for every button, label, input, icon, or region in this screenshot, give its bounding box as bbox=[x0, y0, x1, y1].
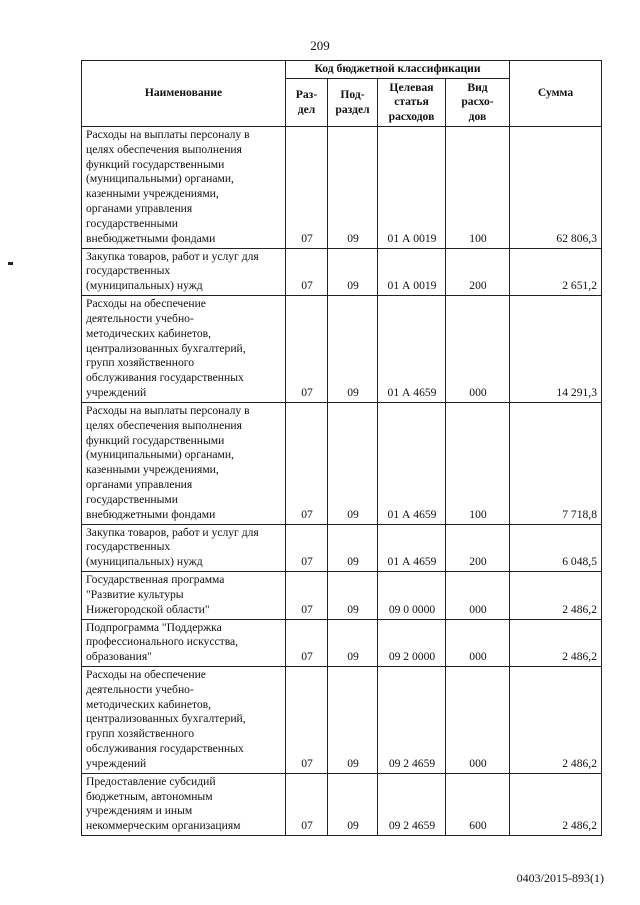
row-target: 09 0 0000 bbox=[378, 572, 446, 619]
row-section: 07 bbox=[286, 248, 328, 295]
row-sum: 6 048,5 bbox=[510, 524, 602, 571]
row-target: 01 А 4659 bbox=[378, 402, 446, 524]
row-name: Расходы на выплаты персоналу в целях обеспечения выполнения функций государственными (муниципальными) органами, казенными учреждениями, органами управления государственными внебюджетными фондами bbox=[82, 402, 286, 524]
table-row bbox=[82, 666, 602, 773]
header-target: Целевая статья расходов bbox=[378, 79, 446, 127]
row-sum: 2 486,2 bbox=[510, 572, 602, 619]
row-target: 01 А 4659 bbox=[378, 296, 446, 403]
header-budget-classification: Код бюджетной классификации bbox=[286, 61, 510, 79]
table-row bbox=[82, 619, 602, 666]
row-sum: 2 486,2 bbox=[510, 773, 602, 835]
table-row bbox=[82, 296, 602, 403]
row-name: Расходы на обеспечение деятельности учебно- методических кабинетов, централизованных бухгалтерий, групп хозяйственного обслуживания государственных учреждений bbox=[82, 666, 286, 773]
row-subsection: 09 bbox=[328, 524, 378, 571]
row-subsection: 09 bbox=[328, 296, 378, 403]
row-section: 07 bbox=[286, 402, 328, 524]
table-row bbox=[82, 524, 602, 571]
table-row bbox=[82, 572, 602, 619]
row-sum: 2 486,2 bbox=[510, 619, 602, 666]
row-target: 09 2 4659 bbox=[378, 773, 446, 835]
row-section: 07 bbox=[286, 296, 328, 403]
row-target: 01 А 4659 bbox=[378, 524, 446, 571]
header-section: Раз- дел bbox=[286, 79, 328, 127]
table-row bbox=[82, 402, 602, 524]
row-section: 07 bbox=[286, 666, 328, 773]
row-expense-type: 200 bbox=[446, 524, 510, 571]
row-expense-type: 200 bbox=[446, 248, 510, 295]
row-name: Государственная программа "Развитие культуры Нижегородской области" bbox=[82, 572, 286, 619]
header-expense-type: Вид расхо- дов bbox=[446, 79, 510, 127]
row-target: 01 А 0019 bbox=[378, 127, 446, 249]
row-sum: 14 291,3 bbox=[510, 296, 602, 403]
row-subsection: 09 bbox=[328, 666, 378, 773]
row-subsection: 09 bbox=[328, 773, 378, 835]
table-row bbox=[82, 127, 602, 249]
header-subsection: Под- раздел bbox=[328, 79, 378, 127]
row-expense-type: 000 bbox=[446, 572, 510, 619]
row-subsection: 09 bbox=[328, 619, 378, 666]
table-row bbox=[82, 773, 602, 835]
row-expense-type: 100 bbox=[446, 402, 510, 524]
row-subsection: 09 bbox=[328, 572, 378, 619]
row-section: 07 bbox=[286, 773, 328, 835]
row-target: 09 2 0000 bbox=[378, 619, 446, 666]
row-expense-type: 000 bbox=[446, 666, 510, 773]
row-name: Закупка товаров, работ и услуг для государственных (муниципальных) нужд bbox=[82, 248, 286, 295]
row-section: 07 bbox=[286, 572, 328, 619]
row-expense-type: 600 bbox=[446, 773, 510, 835]
row-target: 01 А 0019 bbox=[378, 248, 446, 295]
row-section: 07 bbox=[286, 524, 328, 571]
header-name: Наименование bbox=[82, 61, 286, 127]
header-sum: Сумма bbox=[510, 61, 602, 127]
row-sum: 2 486,2 bbox=[510, 666, 602, 773]
row-subsection: 09 bbox=[328, 402, 378, 524]
margin-mark bbox=[8, 262, 13, 265]
row-name: Расходы на выплаты персоналу в целях обеспечения выполнения функций государственными (муниципальными) органами, казенными учреждениями, органами управления государственными внебюджетными фондами bbox=[82, 127, 286, 249]
row-sum: 2 651,2 bbox=[510, 248, 602, 295]
row-target: 09 2 4659 bbox=[378, 666, 446, 773]
document-code: 0403/2015-893(1) bbox=[516, 871, 604, 885]
row-name: Расходы на обеспечение деятельности учебно- методических кабинетов, централизованных бухгалтерий, групп хозяйственного обслуживания государственных учреждений bbox=[82, 296, 286, 403]
row-subsection: 09 bbox=[328, 248, 378, 295]
budget-table bbox=[81, 60, 602, 836]
row-sum: 7 718,8 bbox=[510, 402, 602, 524]
row-name: Предоставление субсидий бюджетным, автономным учреждениям и иным некоммерческим организациям bbox=[82, 773, 286, 835]
page-number: 209 bbox=[310, 38, 330, 53]
row-section: 07 bbox=[286, 619, 328, 666]
row-expense-type: 100 bbox=[446, 127, 510, 249]
row-name: Подпрограмма "Поддержка профессионального искусства, образования" bbox=[82, 619, 286, 666]
table-row bbox=[82, 248, 602, 295]
row-sum: 62 806,3 bbox=[510, 127, 602, 249]
row-expense-type: 000 bbox=[446, 619, 510, 666]
table-body bbox=[82, 127, 602, 836]
row-section: 07 bbox=[286, 127, 328, 249]
row-expense-type: 000 bbox=[446, 296, 510, 403]
row-subsection: 09 bbox=[328, 127, 378, 249]
row-name: Закупка товаров, работ и услуг для государственных (муниципальных) нужд bbox=[82, 524, 286, 571]
